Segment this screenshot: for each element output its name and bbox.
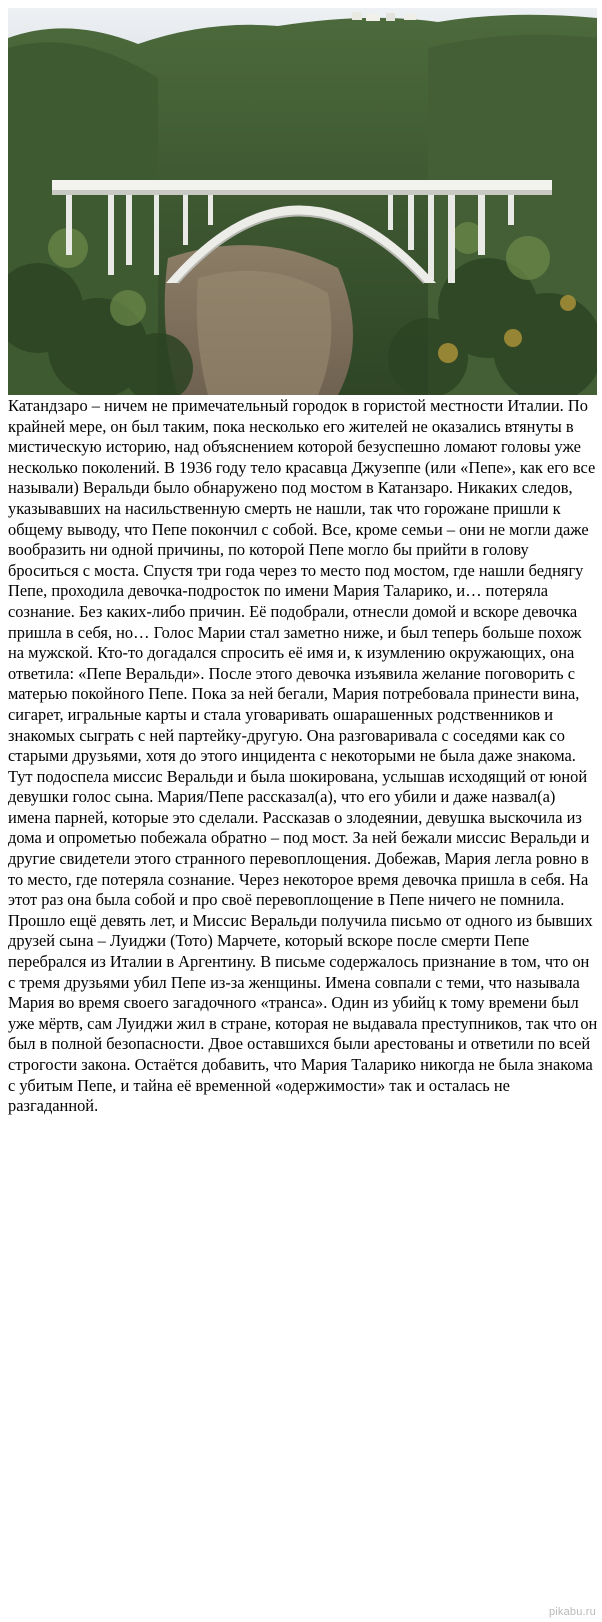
- article-text: Катандзаро – ничем не примечательный городок в гористой местности Италии. По крайней мере, он был таким, пока несколько его жителей не оказались втянуты в мистическую историю, над объяснением которой безуспешно ломают головы уже несколько поколений. В 1936 году тело красавца Джузеппе (или «Пепе», как его все называли) Веральди было обнаружено под мостом в Катанзаро. Никаких следов, указывавших на насильственную смерть не нашли, так что горожане пришли к общему выводу, что Пепе покончил с собой. Все, кроме семьи – они не могли даже вообразить ни одной причины, по которой Пепе могло бы прийти в голову броситься с моста. Спустя три года через то место под мостом, где нашли беднягу Пепе, проходила девочка-подросток по имени Мария Таларико, и… потеряла сознание. Без каких-либо причин. Её подобрали, отнесли домой и вскоре девочка пришла в себя, но… Голос Марии стал заметно ниже, и был теперь больше похож на мужской. Кто-то догадался спросить её имя и, к изумлению окружающих, она ответила: «Пепе Веральди». После этого девочка изъявила желание поговорить с матерью покойного Пепе. Пока за ней бегали, Мария потребовала принести вина, сигарет, игральные карты и стала уговаривать ошарашенных родственников и знакомых сыграть с ней партейку-другую. Она разговаривала с соседями как со старыми друзьями, хотя до этого инцидента с некоторыми не была даже знакома. Тут подоспела миссис Веральди и была шокирована, услышав исходящий от юной девушки голос сына. Мария/Пепе рассказал(а), что его убили и даже назвал(а) имена парней, которые это сделали. Рассказав о злодеянии, девушка выскочила из дома и опрометью побежала обратно – под мост. За ней бежали миссис Веральди и другие свидетели этого странного перевоплощения. Добежав, Мария легла ровно в то место, где потеряла сознание. Через некоторое время девочка пришла в себя. На этот раз она была собой и про своё перевоплощение в Пепе ничего не помнила. Прошло ещё девять лет, и Миссис Веральди получила письмо от одного из бывших друзей сына – Луиджи (Тото) Марчете, который вскоре после смерти Пепе перебрался из Италии в Аргентину. В письме содержалось признание в том, что он с тремя друзьями убил Пепе из-за женщины. Имена совпали с теми, что называла Мария во время своего загадочного «транса». Один из убийц к тому времени был уже мёртв, сам Луиджи жил в стране, которая не выдавала преступников, так что он был в полной безопасности. Двое оставшихся были арестованы и ответили по всей строгости закона. Остаётся добавить, что Мария Таларико никогда не была знакома с убитым Пепе, и тайна её временной «одержимости» так и осталась не разгаданной.: [8, 396, 598, 1116]
- bridge-photo-illustration: [8, 8, 597, 395]
- bridge-photo: [8, 8, 597, 395]
- pikabu-watermark: pikabu.ru: [548, 1606, 596, 1618]
